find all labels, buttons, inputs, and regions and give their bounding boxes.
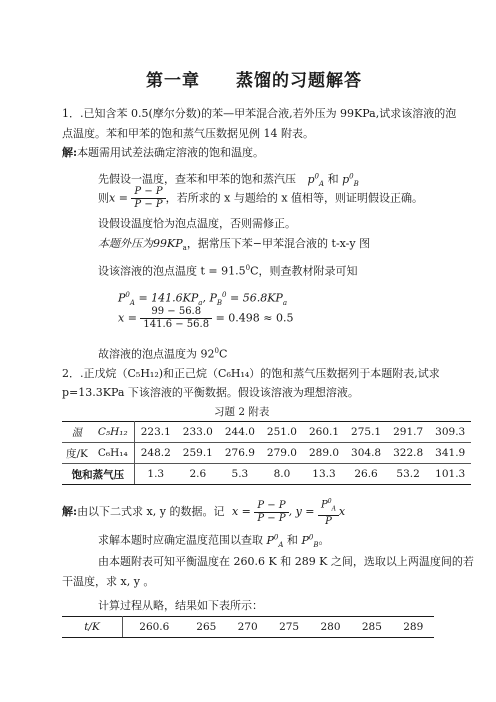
table-cell: 304.8 xyxy=(345,443,387,464)
pressure-text: 本题外压为99KP xyxy=(98,237,183,250)
pB0-symbol: $p^0_B$ xyxy=(342,172,359,188)
table-cell: 289 xyxy=(393,617,434,638)
table-cell: 260.6 xyxy=(123,617,186,638)
solution-2-text: 由以下二式求 x, y 的数据。记 xyxy=(77,505,225,519)
table-cell: 280 xyxy=(310,617,351,638)
assume-text: 先假设一温度，查苯和甲苯的饱和蒸汽压 xyxy=(98,172,296,186)
step-1: 求解本题时应确定温度范围以查取 $P^0_A$ 和 $P^0_B$。 xyxy=(98,533,330,549)
question-2-line-1: 2．.正戊烷（C₅H₁₂)和正己烷（C₆H₁₄）的饱和蒸气压数据列于本题附表,试求 xyxy=(62,367,440,380)
conclusion-line: 故溶液的泡点温度为 $92^0C$ xyxy=(98,347,228,361)
table-cell: 1.3 xyxy=(134,464,177,485)
solution-label: 解: xyxy=(62,505,78,519)
table-cell: 13.3 xyxy=(303,464,345,485)
table-cell: 275.1 xyxy=(345,422,387,443)
temperature-line: 设该溶液的泡点温度 $t = 91.5^0C$，则查教材附录可知 xyxy=(98,264,358,278)
x-calc-fraction: $\frac{99 - 56.8}{141.6 - 56.8}$ xyxy=(140,306,212,331)
step-1-text: 求解本题时应确定温度范围以查取 xyxy=(98,533,263,547)
row-label-hexane: C₆H₁₄ xyxy=(92,443,134,464)
table-cell: 8.0 xyxy=(261,464,303,485)
table-cell: 223.1 xyxy=(134,422,177,443)
pA0-symbol: $p^0_A$ xyxy=(307,172,325,188)
y-fraction: $\frac{P^0_A}{P}$ xyxy=(318,496,339,528)
table-cell: 26.6 xyxy=(345,464,387,485)
table-cell: 233.0 xyxy=(177,422,219,443)
vapor-pressure-table xyxy=(62,421,471,485)
question-2-line-2: p=13.3KPa 下该溶液的平衡数据。假设该溶液为理想溶液。 xyxy=(62,386,359,399)
solution-1-intro-text: 本题需用试差法确定溶液的饱和温度。 xyxy=(77,146,265,159)
page-title: 第一章 蒸馏的习题解答 xyxy=(146,71,362,91)
pressure-values: $P^0_A = 141.6KP_a$, $P_B^0 = 56.8KP_a$ xyxy=(118,291,287,307)
table-cell: 276.9 xyxy=(219,443,261,464)
conclusion-text: 故溶液的泡点温度为 92 xyxy=(98,347,215,361)
table-cell: 291.7 xyxy=(387,422,429,443)
temp-header-bottom: 度/K xyxy=(62,443,92,464)
table-cell: 289.0 xyxy=(303,443,345,464)
table-cell: 259.1 xyxy=(177,443,219,464)
result-header: t/K xyxy=(62,617,123,638)
x-calculation: x = $\frac{99 - 56.8}{141.6 - 56.8}$ = 0.498 ≈ 0.5 xyxy=(118,306,294,330)
temp-header-top: 温 xyxy=(62,422,92,443)
table-cell: 248.2 xyxy=(134,443,177,464)
table-cell: 53.2 xyxy=(387,464,429,485)
then-prefix: 则 xyxy=(98,191,109,205)
x-formula-line: 则x = $\frac{P - P}{P - P}$ ，若所求的 x 与题给的 x 值相等，则证明假设正确。 xyxy=(98,186,424,210)
table-cell: 265 xyxy=(186,617,227,638)
temp-text: 设该溶液的泡点温度 t = 91.5 xyxy=(98,264,246,278)
question-1-line-1: 1．.已知含苯 0.5(摩尔分数)的苯—甲苯混合液,若外压为 99KPa,试求该溶液的泡 xyxy=(62,107,457,120)
step-2-line-1: 由本题附表可知平衡温度在 260.6 K 和 289 K 之间，选取以上两温度间的若 xyxy=(98,555,474,568)
table-row xyxy=(62,422,471,443)
table-row xyxy=(62,443,471,464)
solution-1-intro xyxy=(62,143,264,162)
row-label-pressure: 饱和蒸气压 xyxy=(62,464,134,485)
table-cell: 275 xyxy=(268,617,309,638)
table-cell: 244.0 xyxy=(219,422,261,443)
x-fraction: $\frac{P - P}{P - P}$ xyxy=(131,186,165,211)
pressure-tail: ，据常压下苯−甲苯混合液的 t-x-y 图 xyxy=(186,237,371,250)
table-cell: 260.1 xyxy=(303,422,345,443)
then-suffix: ，若所求的 x 与题给的 x 值相等，则证明假设正确。 xyxy=(165,191,424,205)
question-1-line-2: 点温度。苯和甲苯的饱和蒸气压数据见例 14 附表。 xyxy=(62,127,314,140)
row-label-pentane: C₅H₁₂ xyxy=(92,422,134,443)
pressure-line: 本题外压为$99KP_a$，据常压下苯−甲苯混合液的 t-x-y 图 xyxy=(98,237,371,253)
table-cell: 101.3 xyxy=(429,464,471,485)
table-cell: 341.9 xyxy=(429,443,471,464)
table-cell: 279.0 xyxy=(261,443,303,464)
table-cell: 285 xyxy=(351,617,392,638)
table-cell: 322.8 xyxy=(387,443,429,464)
x-fraction-2: $\frac{P - P}{P - P}$ xyxy=(254,500,288,525)
table-cell: 270 xyxy=(227,617,268,638)
table-row xyxy=(62,617,434,638)
result-table xyxy=(62,616,434,638)
step-2-line-2: 干温度，求 x, y 。 xyxy=(62,575,155,588)
table-cell: 5.3 xyxy=(219,464,261,485)
step-3: 计算过程从略，结果如下表所示： xyxy=(98,599,263,612)
table-cell: 251.0 xyxy=(261,422,303,443)
table-cell: 309.3 xyxy=(429,422,471,443)
temp-tail: C，则查教材附录可知 xyxy=(250,264,358,278)
and-text: 和 xyxy=(327,172,339,186)
boiling-assumption: 设假设温度恰为泡点温度，否则需修正。 xyxy=(98,217,296,230)
table-caption: 习题 2 附表 xyxy=(214,406,270,418)
table-cell: 2.6 xyxy=(177,464,219,485)
solution-2-line: 解:由以下二式求 x, y 的数据。记 x = $\frac{P - P}{P - P}$ , y = $\frac{P^0_A}{P}$ x xyxy=(62,498,346,528)
table-row xyxy=(62,464,471,485)
solution-label: 解: xyxy=(62,146,78,159)
